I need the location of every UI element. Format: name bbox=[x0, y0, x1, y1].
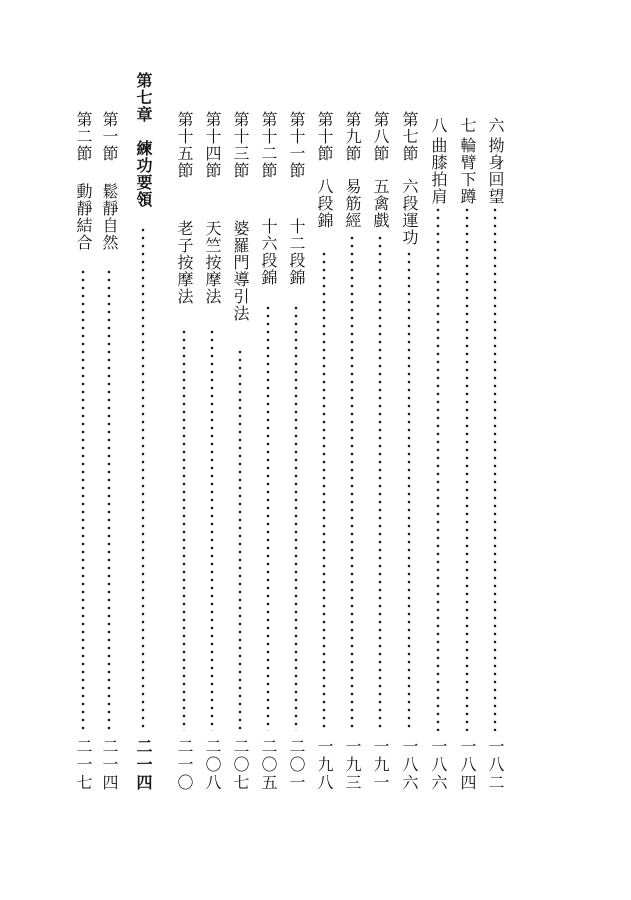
toc-entry-title: 輪臂下蹲 bbox=[458, 137, 477, 205]
toc-entry-page: 一九一 bbox=[371, 738, 390, 792]
toc-entry-page: 一九三 bbox=[343, 738, 362, 792]
toc-entry-title: 十二段錦 bbox=[287, 218, 306, 286]
toc-entry-section: 第十一節 bbox=[287, 111, 306, 179]
toc-entry-title: 五禽戲 bbox=[371, 178, 390, 229]
toc-entry bbox=[311, 0, 337, 900]
toc-entry bbox=[339, 0, 365, 900]
dot-leader bbox=[266, 304, 270, 731]
dot-leader bbox=[141, 226, 145, 731]
toc-entry-title: 八段錦 bbox=[315, 178, 334, 229]
dot-leader bbox=[407, 250, 411, 731]
toc-entry bbox=[482, 0, 508, 900]
dot-leader bbox=[350, 234, 354, 731]
dot-leader bbox=[81, 268, 85, 731]
dot-leader bbox=[378, 234, 382, 731]
toc-entry-page: 一九八 bbox=[315, 738, 334, 792]
dot-leader bbox=[107, 268, 111, 731]
toc-entry-page: 二〇一 bbox=[287, 738, 306, 792]
toc-entry-title: 曲膝拍肩 bbox=[429, 137, 448, 205]
dot-leader bbox=[294, 304, 298, 731]
toc-chapter-title: 練功要領 bbox=[134, 140, 153, 208]
toc-entry bbox=[227, 0, 253, 900]
toc-entry-section: 第十五節 bbox=[175, 111, 194, 179]
dot-leader bbox=[210, 328, 214, 731]
toc-entry bbox=[425, 0, 451, 900]
toc-entry-section: 第二節 bbox=[74, 111, 93, 162]
toc-entry-number: 七 bbox=[458, 117, 477, 134]
dot-leader bbox=[238, 348, 242, 731]
toc-entry-page: 二一〇 bbox=[175, 738, 194, 792]
toc-entry bbox=[367, 0, 393, 900]
toc-entry-page: 二一七 bbox=[74, 738, 93, 792]
toc-entry-title: 十六段錦 bbox=[259, 218, 278, 286]
toc-entry-page: 一八六 bbox=[429, 738, 448, 792]
toc-entry-title: 老子按摩法 bbox=[175, 220, 194, 305]
toc-entry-section: 第十節 bbox=[315, 111, 334, 162]
toc-entry-title: 拗身回望 bbox=[486, 137, 505, 205]
toc-entry bbox=[255, 0, 281, 900]
dot-leader bbox=[465, 206, 469, 731]
toc-entry bbox=[96, 0, 122, 900]
toc-entry-page: 二〇五 bbox=[259, 738, 278, 792]
toc-entry-title: 易筋經 bbox=[343, 178, 362, 229]
toc-entry bbox=[70, 0, 96, 900]
toc-entry-page: 二〇七 bbox=[231, 738, 250, 792]
toc-entry-section: 第十二節 bbox=[259, 111, 278, 179]
toc-entry-section: 第七節 bbox=[400, 111, 419, 162]
toc-chapter bbox=[130, 0, 156, 900]
toc-entry bbox=[199, 0, 225, 900]
toc-entry-section: 第一節 bbox=[100, 111, 119, 162]
toc-entry-title: 婆羅門導引法 bbox=[231, 220, 250, 322]
toc-entry-page: 一八六 bbox=[400, 738, 419, 792]
dot-leader bbox=[436, 206, 440, 731]
toc-entry-page: 一八二 bbox=[486, 738, 505, 792]
toc-entry-section: 第九節 bbox=[343, 111, 362, 162]
toc-entry-section: 第八節 bbox=[371, 111, 390, 162]
dot-leader bbox=[493, 206, 497, 731]
toc-entry-title: 動靜結合 bbox=[74, 183, 93, 251]
toc-chapter-number: 第七章 bbox=[134, 72, 153, 123]
toc-entry-page: 二〇八 bbox=[203, 738, 222, 792]
toc-entry-title: 鬆靜自然 bbox=[100, 183, 119, 251]
toc-entry-title: 六段運功 bbox=[400, 178, 419, 246]
toc-chapter-page: 二一四 bbox=[134, 738, 153, 792]
toc-entry-title: 天竺按摩法 bbox=[203, 220, 222, 305]
dot-leader bbox=[182, 328, 186, 731]
toc-entry-page: 二一四 bbox=[100, 738, 119, 792]
toc-entry bbox=[283, 0, 309, 900]
toc-entry bbox=[454, 0, 480, 900]
toc-entry-number: 六 bbox=[486, 117, 505, 134]
toc-entry bbox=[171, 0, 197, 900]
toc-entry-number: 八 bbox=[429, 117, 448, 134]
dot-leader bbox=[322, 250, 326, 731]
toc-entry bbox=[396, 0, 422, 900]
toc-entry-section: 第十三節 bbox=[231, 111, 250, 179]
toc-entry-section: 第十四節 bbox=[203, 111, 222, 179]
toc-entry-page: 一八四 bbox=[458, 738, 477, 792]
